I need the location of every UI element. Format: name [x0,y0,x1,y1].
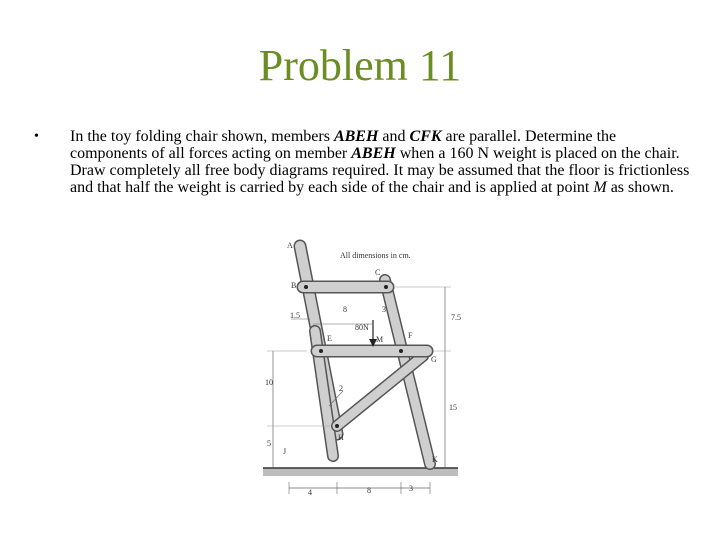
label-m: M [376,335,384,344]
dim-label-2: 2 [339,384,343,393]
label-g: G [431,355,437,364]
text-part: and [378,128,410,145]
member-abeh: ABEH [333,128,379,145]
dim-label-3-bottom: 3 [409,484,413,493]
chair-diagram [255,236,470,501]
dim-label-10: 10 [265,378,273,387]
member-cfk: CFK [409,128,442,145]
label-e: E [327,334,332,343]
label-h: H [338,433,344,442]
point-m: M [593,179,607,196]
dim-label-8-bottom: 8 [367,486,371,495]
problem-statement [70,128,690,196]
pin-c [384,285,388,289]
dim-label-15: 15 [449,403,457,412]
text-part: as shown. [606,179,674,196]
dim-label-7-5: 7.5 [451,313,461,322]
dim-label-1-5: 1.5 [290,311,300,320]
label-k: K [432,455,438,464]
label-b: B [291,281,297,290]
figure-note: All dimensions in cm. [340,251,411,260]
member-abeh: ABEH [351,145,396,162]
pin-f [399,349,403,353]
bullet-marker: • [34,129,39,144]
load-label: 80N [355,323,369,332]
text-part: In the toy folding chair shown, members [70,128,334,145]
label-j: J [283,447,287,456]
page-title: Problem 11 [258,41,462,90]
dim-label-4: 4 [308,488,312,497]
pin-h [335,424,339,428]
text-part: are parallel. Determine the components of all forces acting on member [70,128,617,162]
pin-e [319,349,323,353]
label-c: C [375,268,381,277]
dim-label-5: 5 [267,439,271,448]
label-a: A [287,241,293,250]
dim-label-3-top: 3 [382,305,386,314]
label-f: F [408,331,413,340]
pin-b [304,285,308,289]
dim-label-8: 8 [343,305,347,314]
text-part: when a 160 N weight is placed on the chair. Draw completely all free body diagrams required. It may be assumed that the floor is frictionless and that half the weight is carried by each side of the chair and is applied at point [70,145,690,196]
